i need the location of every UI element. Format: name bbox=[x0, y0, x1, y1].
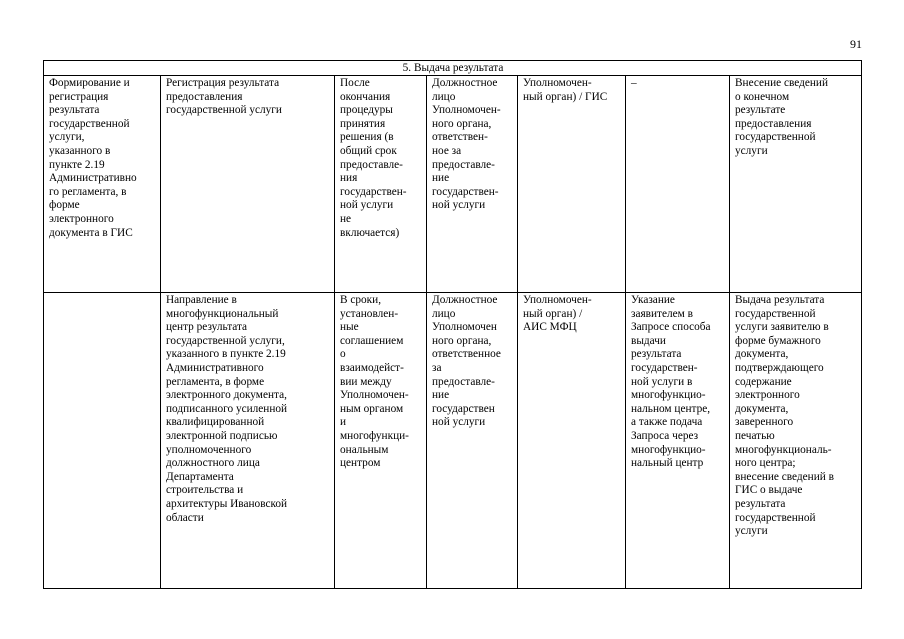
table-cell: Формирование и регистрация результата государственной услуги, указанного в пункте 2.19 Административно го регламента, в форме электронного документа в ГИС bbox=[44, 76, 161, 293]
section-header-row bbox=[44, 61, 862, 76]
table-row bbox=[44, 76, 862, 293]
table-cell: – bbox=[626, 76, 730, 293]
table-cell: Уполномочен- ный орган) / АИС МФЦ bbox=[518, 293, 626, 589]
table-cell: Направление в многофункциональный центр результата государственной услуги, указанного в пункте 2.19 Административного регламента, в форме электронного документа, подписанного усиленной квалифицированной электронной подписью уполномоченного должностного лица Департамента строительства и архитектуры Ивановской области bbox=[161, 293, 335, 589]
table-cell: Должностное лицо Уполномочен- ного органа, ответствен- ное за предоставле- ние государствен- ной услуги bbox=[427, 76, 518, 293]
table-row bbox=[44, 293, 862, 589]
page-number: 91 bbox=[850, 37, 862, 51]
table-cell: Выдача результата государственной услуги заявителю в форме бумажного документа, подтверждающего содержание электронного документа, заверенного печатью многофункциональ- ного центра; внесение сведений в ГИС о выдаче результата государственной услуги bbox=[730, 293, 862, 589]
procedure-table bbox=[43, 60, 862, 589]
section-title: 5. Выдача результата bbox=[44, 61, 862, 76]
table-cell: Указание заявителем в Запросе способа выдачи результата государствен- ной услуги в многофункцио- нальном центре, а также подача Запроса через многофункцио- нальный центр bbox=[626, 293, 730, 589]
table-cell: Уполномочен- ный орган) / ГИС bbox=[518, 76, 626, 293]
table-cell: После окончания процедуры принятия решения (в общий срок предоставле- ния государствен- ной услуги не включается) bbox=[335, 76, 427, 293]
table-cell: Регистрация результата предоставления государственной услуги bbox=[161, 76, 335, 293]
table-cell: В сроки, установлен- ные соглашением о взаимодейст- вии между Уполномочен- ным органом и многофункци- ональным центром bbox=[335, 293, 427, 589]
table-cell: Должностное лицо Уполномочен ного органа, ответственное за предоставле- ние государствен ной услуги bbox=[427, 293, 518, 589]
table-cell: Внесение сведений о конечном результате предоставления государственной услуги bbox=[730, 76, 862, 293]
table-cell bbox=[44, 293, 161, 589]
